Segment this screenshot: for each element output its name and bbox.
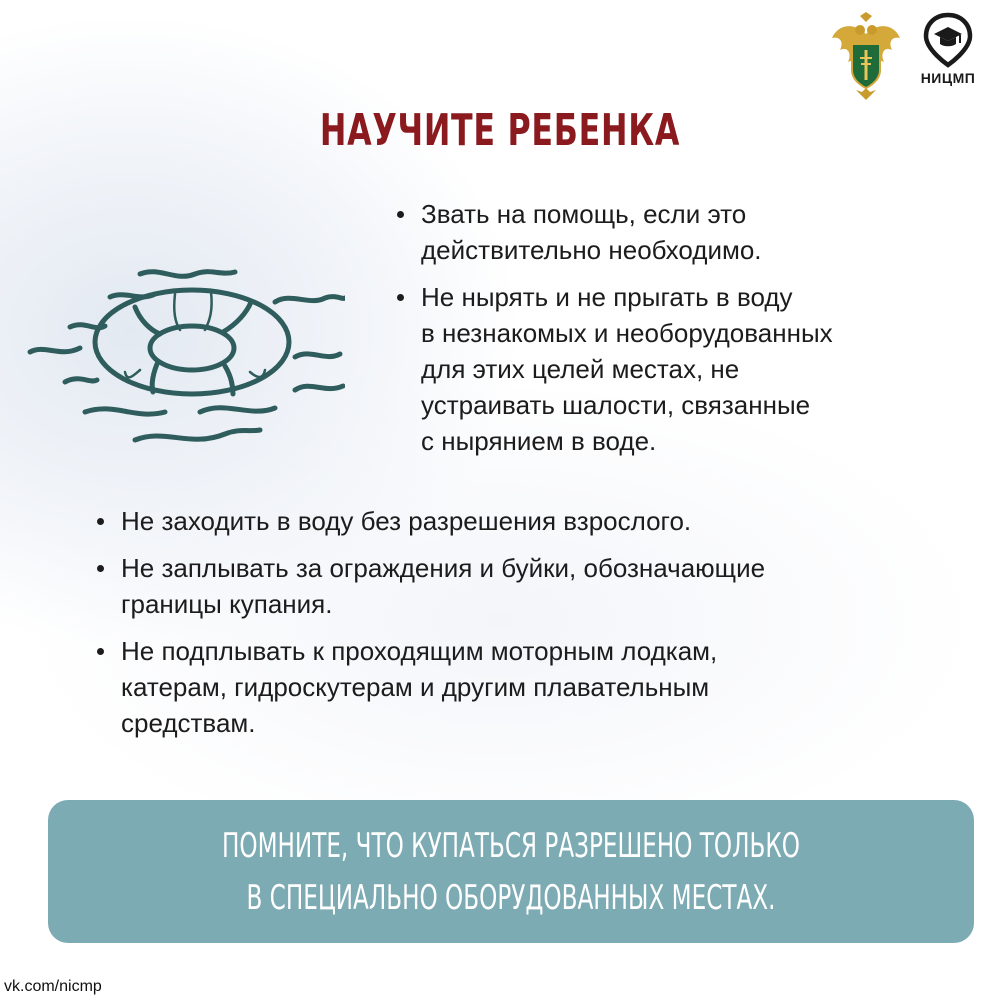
- footer-url: vk.com/nicmp: [4, 978, 102, 995]
- bottom-rules-list: [95, 503, 975, 752]
- lifebuoy-on-waves-icon: [25, 262, 345, 462]
- graduation-cap-pin-icon: [922, 12, 974, 68]
- prosecutor-emblem-icon: [830, 12, 902, 104]
- list-item: Не нырять и не прыгать в воду в незнакомых и необорудованных для этих целей местах, не устраивать шалости, связанные с нырянием в воде.: [395, 279, 985, 459]
- reminder-banner: [48, 800, 974, 943]
- list-item: Не заходить в воду без разрешения взрослого.: [95, 503, 975, 539]
- banner-line-2: В СПЕЦИАЛЬНО ОБОРУДОВАННЫХ МЕСТАХ.: [246, 877, 776, 918]
- nicmp-logo-text: НИЦМП: [920, 70, 976, 86]
- top-rules-list: [395, 196, 985, 470]
- page-title: НАУЧИТЕ РЕБЕНКА: [319, 105, 681, 156]
- list-item: Звать на помощь, если это действительно необходимо.: [395, 196, 985, 268]
- list-item: Не заплывать за ограждения и буйки, обозначающие границы купания.: [95, 550, 975, 622]
- logos: [830, 12, 986, 104]
- banner-line-1: ПОМНИТЕ, ЧТО КУПАТЬСЯ РАЗРЕШЕНО ТОЛЬКО: [222, 825, 800, 866]
- list-item: Не подплывать к проходящим моторным лодкам, катерам, гидроскутерам и другим плавательным средствам.: [95, 633, 975, 741]
- nicmp-logo: [910, 12, 986, 86]
